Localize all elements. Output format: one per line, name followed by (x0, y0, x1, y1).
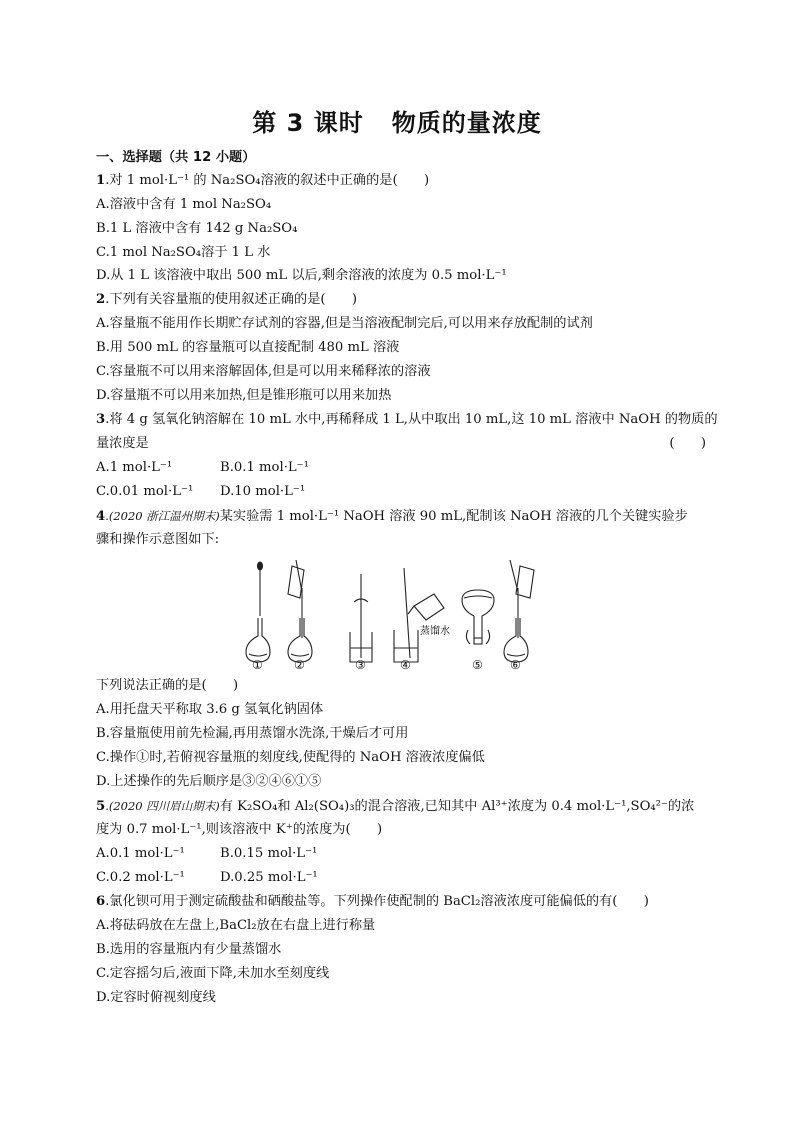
question-6-option-d: D.定容时俯视刻度线 (96, 990, 216, 1005)
question-4-option-b: B.容量瓶使用前先检漏,再用蒸馏水洗涤,干燥后才可用 (96, 726, 409, 741)
question-2-option-d: D.容量瓶不可以用来加热,但是锥形瓶可以用来加热 (96, 388, 392, 403)
question-5-source: .(2020 四川眉山期末) (105, 799, 220, 813)
step-3-dissolve-icon (350, 574, 372, 662)
question-2-option-a: A.容量瓶不能用作长期贮存试剂的容器,但是当溶液配制完后,可以用来存放配制的试剂 (96, 316, 593, 331)
question-4-option-c: C.操作①时,若俯视容量瓶的刻度线,使配得的 NaOH 溶液浓度偏低 (96, 750, 485, 765)
step-4-rinse-icon (394, 568, 444, 662)
experiment-steps-figure (238, 558, 538, 670)
distilled-water-label: 蒸馏水 (420, 626, 450, 637)
question-4-stem-line2: 骤和操作示意图如下: (96, 532, 220, 547)
question-5-option-d: D.0.25 mol·L⁻¹ (220, 870, 318, 885)
question-5-options-row1 (96, 844, 706, 864)
question-4-option-d: D.上述操作的先后顺序是③②④⑥①⑤ (96, 774, 322, 789)
question-1-option-c: C.1 mol Na₂SO₄溶于 1 L 水 (96, 245, 271, 260)
question-3-option-c: C.0.01 mol·L⁻¹ (96, 484, 194, 499)
question-1-option-d: D.从 1 L 该溶液中取出 500 mL 以后,剩余溶液的浓度为 0.5 mol·L⁻¹ (96, 268, 507, 283)
question-1-option-a: A.溶液中含有 1 mol Na₂SO₄ (96, 197, 272, 212)
question-6-option-a: A.将砝码放在左盘上,BaCl₂放在右盘上进行称量 (96, 918, 376, 933)
question-4-source: .(2020 浙江温州期末) (105, 509, 220, 523)
step-label-4: ④ (400, 658, 411, 670)
question-6-option-b: B.选用的容量瓶内有少量蒸馏水 (96, 942, 282, 957)
question-1-stem: 1.对 1 mol·L⁻¹ 的 Na₂SO₄溶液的叙述中正确的是( ) (96, 173, 430, 188)
answer-parentheses: ( ) (669, 436, 706, 451)
step-label-1: ① (252, 658, 263, 670)
step-5-invert-icon (462, 590, 494, 644)
question-2-option-c: C.容量瓶不可以用来溶解固体,但是可以用来稀释浓的溶液 (96, 364, 431, 379)
question-3-options-row2 (96, 482, 706, 502)
lesson-number: 第 3 课时 (252, 109, 364, 137)
question-4-prompt: 下列说法正确的是( ) (96, 678, 239, 693)
question-6-stem: 6.氯化钡可用于测定硫酸盐和硒酸盐等。下列操作使配制的 BaCl₂溶液浓度可能偏低的有( ) (96, 894, 649, 909)
question-3-option-b: B.0.1 mol·L⁻¹ (220, 460, 309, 475)
question-5-option-b: B.0.15 mol·L⁻¹ (220, 846, 318, 861)
question-5-options-row2 (96, 868, 706, 888)
step-label-3: ③ (355, 658, 366, 670)
question-3-option-d: D.10 mol·L⁻¹ (220, 484, 306, 499)
section-heading: 一、选择题（共 12 小题） (96, 150, 256, 165)
question-3-stem-line1: 3.将 4 g 氢氧化钠溶解在 10 mL 水中,再稀释成 1 L,从中取出 10 mL,这 10 mL 溶液中 NaOH 的物质的 (96, 412, 718, 427)
page-title (0, 103, 794, 138)
question-1-option-b: B.1 L 溶液中含有 142 g Na₂SO₄ (96, 221, 298, 236)
step-2-transfer-icon (288, 560, 312, 662)
experiment-illustration (238, 558, 538, 670)
question-2-option-b: B.用 500 mL 的容量瓶可以直接配制 480 mL 溶液 (96, 340, 400, 355)
step-label-2: ② (294, 658, 305, 670)
step-label-6: ⑥ (510, 658, 521, 670)
step-1-flask-with-dropper-icon (246, 562, 270, 662)
question-5-stem-line2: 度为 0.7 mol·L⁻¹,则该溶液中 K⁺的浓度为( ) (96, 822, 383, 837)
lesson-topic: 物质的量浓度 (391, 109, 542, 137)
question-5-stem-line1: 5.(2020 四川眉山期末)有 K₂SO₄和 Al₂(SO₄)₃的混合溶液,已知其中 Al³⁺浓度为 0.4 mol·L⁻¹,SO₄²⁻的浓 (96, 799, 695, 814)
question-3-options-row1 (96, 458, 706, 478)
question-3-stem-line2: 量浓度是 ( ) (96, 434, 706, 454)
question-6-option-c: C.定容摇匀后,液面下降,未加水至刻度线 (96, 966, 330, 981)
step-6-pour-icon (504, 560, 534, 662)
step-label-5: ⑤ (472, 658, 483, 670)
question-3-option-a: A.1 mol·L⁻¹ (96, 460, 173, 475)
question-4-stem-line1: 4.(2020 浙江温州期末)某实验需 1 mol·L⁻¹ NaOH 溶液 90 mL,配制该 NaOH 溶液的几个关键实验步 (96, 509, 688, 524)
question-2-stem: 2.下列有关容量瓶的使用叙述正确的是( ) (96, 292, 358, 307)
question-5-option-a: A.0.1 mol·L⁻¹ (96, 846, 185, 861)
question-5-option-c: C.0.2 mol·L⁻¹ (96, 870, 185, 885)
question-4-option-a: A.用托盘天平称取 3.6 g 氢氧化钠固体 (96, 702, 324, 717)
